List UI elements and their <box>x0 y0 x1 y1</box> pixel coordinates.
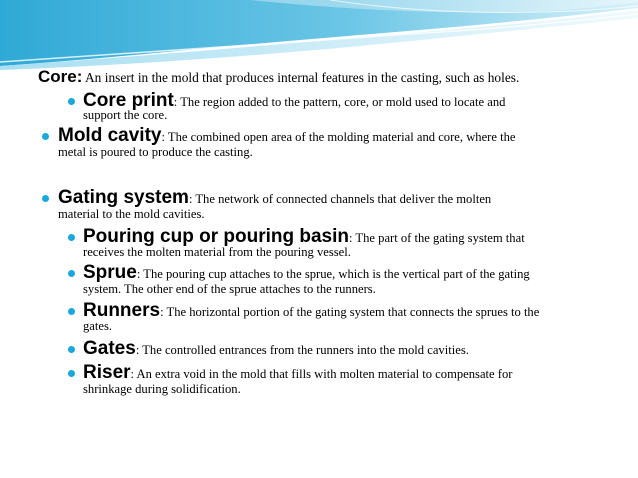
term-core-print: Core print <box>83 90 174 111</box>
desc-runners: : The horizontal portion of the gating system that connects the sprues to the <box>160 305 540 319</box>
desc-runners-line2: gates. <box>83 319 113 333</box>
term-mold-cavity: Mold cavity <box>58 125 162 146</box>
term-core: Core: <box>38 67 83 86</box>
term-riser: Riser <box>83 362 131 383</box>
desc-riser-line2: shrinkage during solidification. <box>83 382 241 396</box>
bullet-icon <box>68 234 75 241</box>
definition-gates-line1 <box>83 339 469 358</box>
desc-gating-system-line2: material to the mold cavities. <box>58 207 205 221</box>
bullet-icon <box>68 346 75 353</box>
desc-mold-cavity-line2: metal is poured to produce the casting. <box>58 145 253 159</box>
definition-riser-line1 <box>83 363 512 382</box>
desc-core-print: : The region added to the pattern, core, or mold used to locate and <box>173 95 506 109</box>
term-runners: Runners <box>83 300 161 321</box>
bullet-icon <box>68 98 75 105</box>
definition-pouring-cup-line1 <box>83 227 525 246</box>
desc-mold-cavity: : The combined open area of the molding material and core, where the <box>161 130 516 144</box>
definition-sprue-line1 <box>83 263 530 282</box>
desc-gating-system: : The network of connected channels that deliver the molten <box>188 192 492 206</box>
desc-sprue-line2: system. The other end of the sprue attaches to the runners. <box>83 282 376 296</box>
desc-gates: : The controlled entrances from the runners into the mold cavities. <box>135 343 469 357</box>
desc-riser: : An extra void in the mold that fills with molten material to compensate for <box>130 367 513 381</box>
bullet-icon <box>68 370 75 377</box>
definition-core-line1 <box>38 68 519 86</box>
desc-pouring-cup: : The part of the gating system that <box>349 231 525 245</box>
term-gates: Gates <box>83 338 136 359</box>
desc-core-print-line2: support the core. <box>83 108 168 122</box>
bullet-icon <box>42 133 49 140</box>
bullet-icon <box>42 195 49 202</box>
desc-sprue: : The pouring cup attaches to the sprue, which is the vertical part of the gating <box>136 267 530 281</box>
definition-runners-line1 <box>83 301 539 320</box>
desc-core: An insert in the mold that produces internal features in the casting, such as holes. <box>82 70 520 85</box>
desc-pouring-cup-line2: receives the molten material from the pouring vessel. <box>83 245 351 259</box>
term-pouring-cup: Pouring cup or pouring basin <box>83 226 349 247</box>
bullet-icon <box>68 270 75 277</box>
term-sprue: Sprue <box>83 262 137 283</box>
term-gating-system: Gating system <box>58 187 189 208</box>
definition-mold-cavity-line1 <box>58 126 516 145</box>
bullet-icon <box>68 308 75 315</box>
definition-gating-system-line1 <box>58 188 491 207</box>
